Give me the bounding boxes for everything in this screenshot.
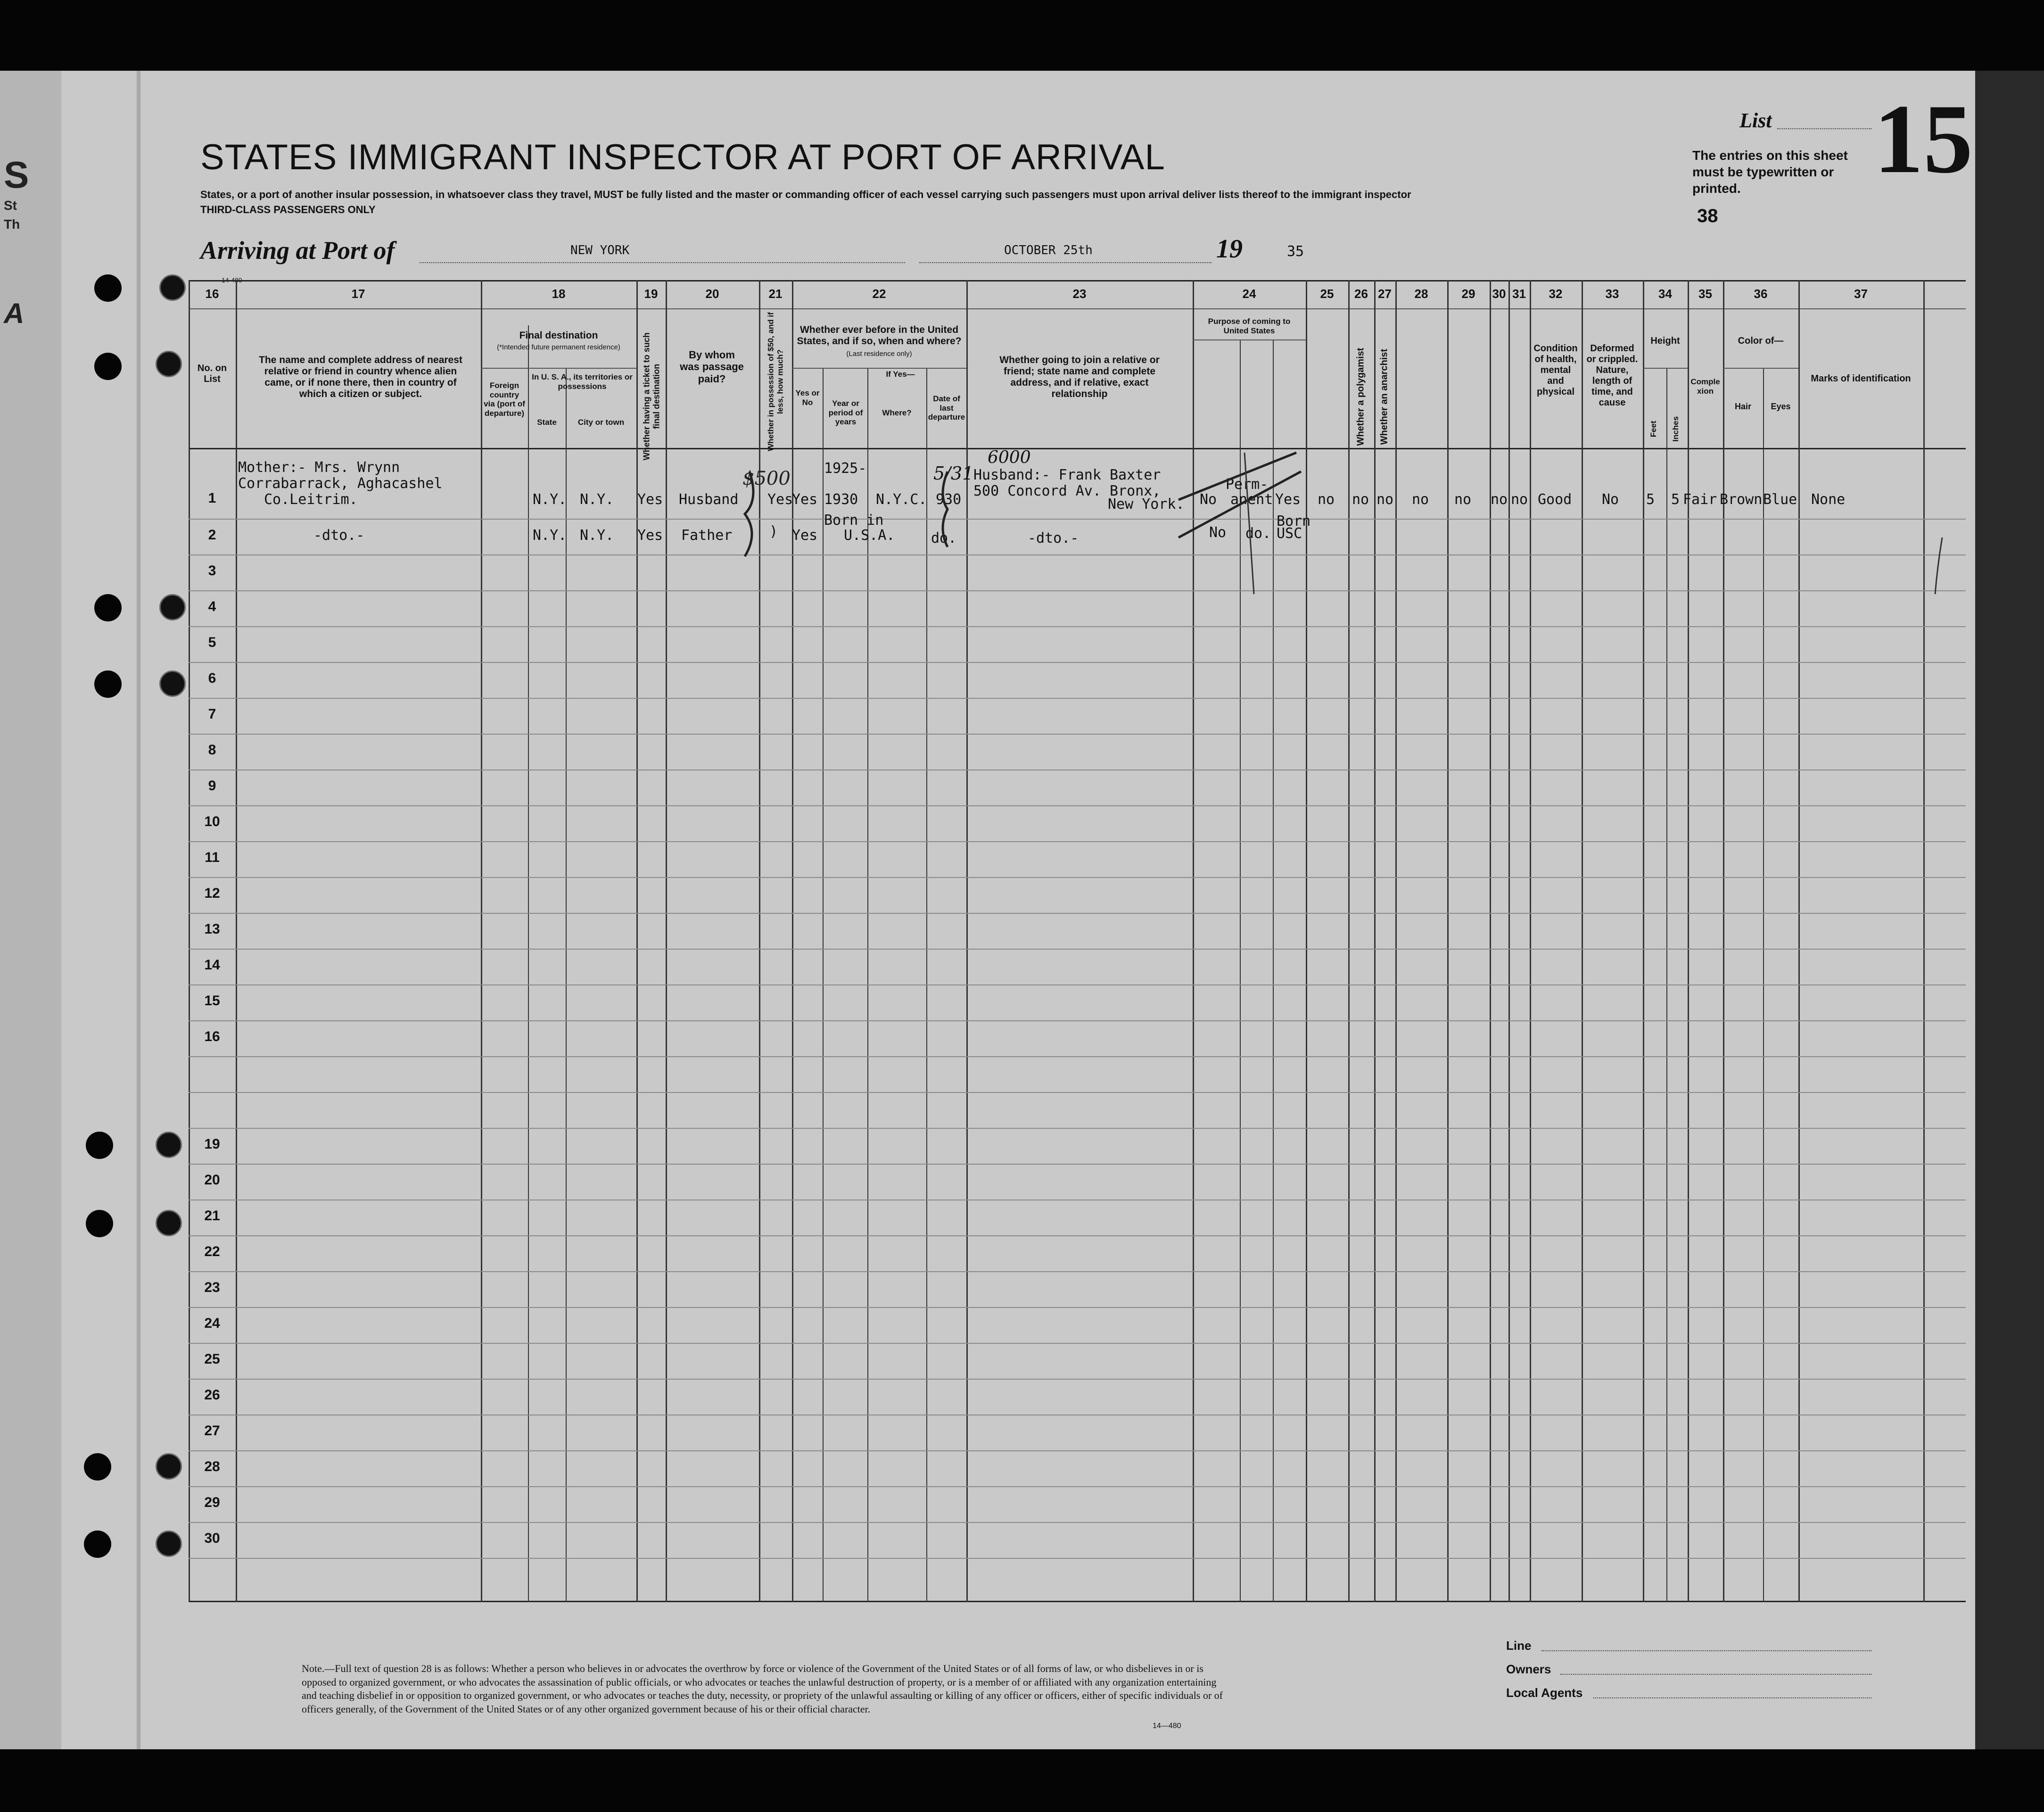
owners-underline [1560,1674,1871,1676]
row1-join-line2: 500 Concord Av. Bronx, [973,483,1161,499]
row-number: 19 [204,1136,220,1152]
row-number: 30 [204,1531,220,1546]
header-ticket: Whether having a ticket to such final destination [642,332,661,461]
row2-relative: -dto.- [313,527,365,544]
row2-before: Yes [792,527,818,544]
column-number: 27 [1378,287,1392,301]
row2-purpose-b: do. [1245,525,1271,542]
row1-purpose-word-2: anent [1230,491,1273,508]
row1-join-handwritten: 6000 [988,448,1031,467]
row-number: 28 [204,1459,220,1474]
row-number: 10 [204,814,220,829]
header-before-note: (Last residence only) [846,350,912,358]
row-number: 23 [204,1280,220,1295]
row-number: 4 [208,599,216,614]
row-number: 27 [204,1423,220,1439]
row-number: 5 [208,635,216,650]
column-number: 35 [1698,287,1712,301]
header-before-in-us: Whether ever before in the United States, and if so, when and where? [797,324,962,347]
row-number: 25 [204,1351,220,1367]
row-number: 12 [204,885,220,901]
row2-join: -dto.- [1028,530,1079,546]
row-number: 26 [204,1387,220,1403]
header-year-period: Year or period of years [828,399,863,427]
row1-where: N.Y.C. [876,491,927,508]
row1-ticket: Yes [637,491,663,508]
row1-hair: Brown [1720,491,1763,508]
header-yes-no: Yes or No [795,389,820,407]
column-number: 21 [768,287,783,301]
row-number: 9 [208,778,216,794]
port-label: Arriving at Port of [200,236,395,265]
row1-years-1: 1925- [824,460,867,477]
row-number: 7 [208,706,216,722]
row1-q30: no [1491,491,1508,508]
column-number: 28 [1414,287,1428,301]
page-subtitle: States, or a port of another insular possession, in whatsoever class they travel, MUST be fully listed and the master or commanding officer of each vessel carrying such passengers must upon arrival deliver lists thereof to the immigrant inspector [200,189,1411,200]
row-number: 1 [208,490,216,506]
row1-paid-by: Husband [679,491,739,508]
row1-city: N.Y. [580,491,614,508]
line-underline [1541,1650,1871,1652]
column-number: 18 [552,287,566,301]
row-number: 16 [204,1029,220,1044]
header-marks: Marks of identification [1811,373,1911,384]
row2-departure: do. [931,530,957,546]
row-number: 15 [204,993,220,1009]
left-strip-text-4: A [4,298,25,329]
header-final-destination: Final destination [519,330,598,341]
header-nearest-relative: The name and complete address of nearest relative or friend in country whence alien came, or if none there, then in country of which a citizen or subject. [259,355,462,400]
row2-city: N.Y. [580,527,614,544]
header-list-number: No. on List [197,363,227,384]
header-feet: Feet [1649,421,1658,438]
row1-q27: no [1376,491,1394,508]
row1-feet: 5 [1646,491,1655,508]
header-inches: Inches [1671,416,1681,442]
row1-complexion: Fair [1683,491,1717,508]
list-label: List [1739,109,1772,132]
footer-note: Note.—Full text of question 28 is as follows: Whether a person who believes in or advocates the overthrow by force or violence of the Government of the United States or of all forms of law, or who disbelieves in or is opposed to organized government, or who advocates the assassination of public officials, or who advocates or teaches the unlawful destruction of property, or is a member of or affiliated with any organization entertaining and teaching disbelief in or opposition to organized government, or who advocates or teaches the duty, necessity, or propriety of the unlawful assaulting or killing of any officer or officers, either of specific individuals or of officers generally, of the Government of the United States or of any other organized government because of his or their official character. [302,1663,1223,1715]
row1-q25: no [1318,491,1335,508]
row2-purpose-c2: USC [1277,525,1302,542]
column-number: 19 [644,287,658,301]
header-anarchist: Whether an anarchist [1379,348,1390,445]
row-number: 22 [204,1244,220,1259]
sheet-number: 38 [1697,206,1718,226]
column-number: 17 [351,287,365,301]
column-number: 22 [872,287,886,301]
header-date-departure: Date of last departure [928,394,965,422]
row1-q29: no [1454,491,1472,508]
row-number: 3 [208,563,216,579]
column-number: 24 [1242,287,1256,301]
port-value: NEW YORK [570,243,630,257]
header-going-to-join: Whether going to join a relative or friend; state name and complete address, and if relative, exact relationship [999,355,1160,400]
column-number: 30 [1492,287,1506,301]
row1-q26: no [1352,491,1369,508]
line-label: Line [1506,1638,1532,1653]
row1-purpose-word-1: Perm- [1226,476,1269,493]
row1-deformed: No [1602,491,1619,508]
header-polygamist: Whether a polygamist [1355,348,1366,446]
row2-years-1: Born in [824,512,884,529]
header-health: Condition of health, mental and physical [1533,343,1578,397]
row1-money-handwritten: $500 [742,468,791,489]
class-line: THIRD-CLASS PASSENGERS ONLY [200,204,376,215]
header-purpose: Purpose of coming to United States [1208,317,1291,335]
page-title: STATES IMMIGRANT INSPECTOR AT PORT OF ARRIVAL [200,137,1165,177]
header-hair: Hair [1734,402,1751,411]
row1-join-line1: Husband:- Frank Baxter [973,467,1161,483]
row2-purpose-c1: Born [1277,513,1311,530]
row1-q31: no [1511,491,1528,508]
row1-departure-1: 5/31 [933,463,974,484]
header-money: Whether in possession of $50, and if less, how much? [766,312,784,451]
header-eyes: Eyes [1771,402,1791,411]
owners-label: Owners [1506,1662,1551,1676]
row-number: 13 [204,921,220,937]
row1-marks: None [1811,491,1846,508]
header-passage-paid: By whom was passage paid? [680,349,744,385]
local-agents-label: Local Agents [1506,1686,1583,1700]
year-suffix: 35 [1287,243,1304,260]
row1-join-line3: New York. [1108,496,1185,513]
left-strip-text-1: S [4,154,29,196]
list-number: 15 [1874,84,1973,194]
header-height: Height [1650,336,1680,346]
column-number: 29 [1461,287,1475,301]
entries-note: The entries on this sheet must be typewritten or printed. [1692,148,1848,196]
row1-inches: 5 [1671,491,1680,508]
row-number: 2 [208,527,216,543]
column-number: 20 [705,287,719,301]
row2-ticket: Yes [637,527,663,544]
row1-relative-line2: Corrabarrack, Aghacashel [238,475,443,492]
header-complexion: Complexion [1690,377,1720,396]
row1-before: Yes [792,491,818,508]
header-foreign-country: Foreign country via (port of departure) [484,381,525,418]
row2-purpose: No [1209,524,1227,541]
row2-state: N.Y. [533,527,567,544]
row-number: 8 [208,742,216,758]
row1-q28: no [1412,491,1429,508]
row-number: 24 [204,1316,220,1331]
row1-money: Yes [767,491,793,508]
row1-purpose-c: Yes [1275,491,1301,508]
header-city: City or town [577,418,625,427]
row1-years-2: 1930 [824,491,858,508]
header-deformed: Deformed or crippled. Nature, length of time, and cause [1586,343,1638,408]
footer-form-code: 14—480 [1153,1722,1181,1730]
column-number: 23 [1072,287,1087,301]
column-number: 32 [1549,287,1563,301]
header-in-usa: In U. S. A., its territories or possessions [532,372,633,391]
column-number: 16 [205,287,219,301]
row1-relative-line1: Mother:- Mrs. Wrynn [238,459,400,476]
row2-paid-by: Father [681,527,733,544]
row-number: 14 [204,957,220,973]
row2-money: ) [769,523,778,540]
row-number: 11 [205,850,220,865]
row1-eyes: Blue [1763,491,1797,508]
agents-underline [1593,1697,1871,1699]
column-number: 34 [1658,287,1672,301]
header-if-yes: If Yes— [886,370,915,379]
row1-departure-2: 930 [936,491,962,508]
row2-years-2: U.S.A. [844,527,895,544]
column-number: 25 [1320,287,1334,301]
row-number: 6 [208,670,216,686]
row1-state: N.Y. [533,491,567,508]
header-state: State [537,418,557,427]
column-number: 33 [1605,287,1619,301]
column-number: 36 [1754,287,1768,301]
row1-relative-line3: Co.Leitrim. [264,491,358,508]
year-prefix: 19 [1216,234,1243,264]
left-strip-text-2: St [4,198,17,213]
header-final-destination-note: (*Intended future permanent residence) [497,343,620,351]
row-number: 29 [204,1495,220,1510]
header-where: Where? [882,408,912,417]
row-number: 21 [204,1208,220,1224]
column-number: 26 [1354,287,1368,301]
column-number: 31 [1512,287,1526,301]
row1-health: Good [1538,491,1572,508]
left-strip-text-3: Th [4,217,20,232]
header-color-of: Color of— [1738,336,1784,346]
date-value: OCTOBER 25th [1004,243,1093,257]
column-number: 37 [1854,287,1868,301]
row1-purpose: No [1200,491,1217,508]
row-number: 20 [204,1172,220,1188]
